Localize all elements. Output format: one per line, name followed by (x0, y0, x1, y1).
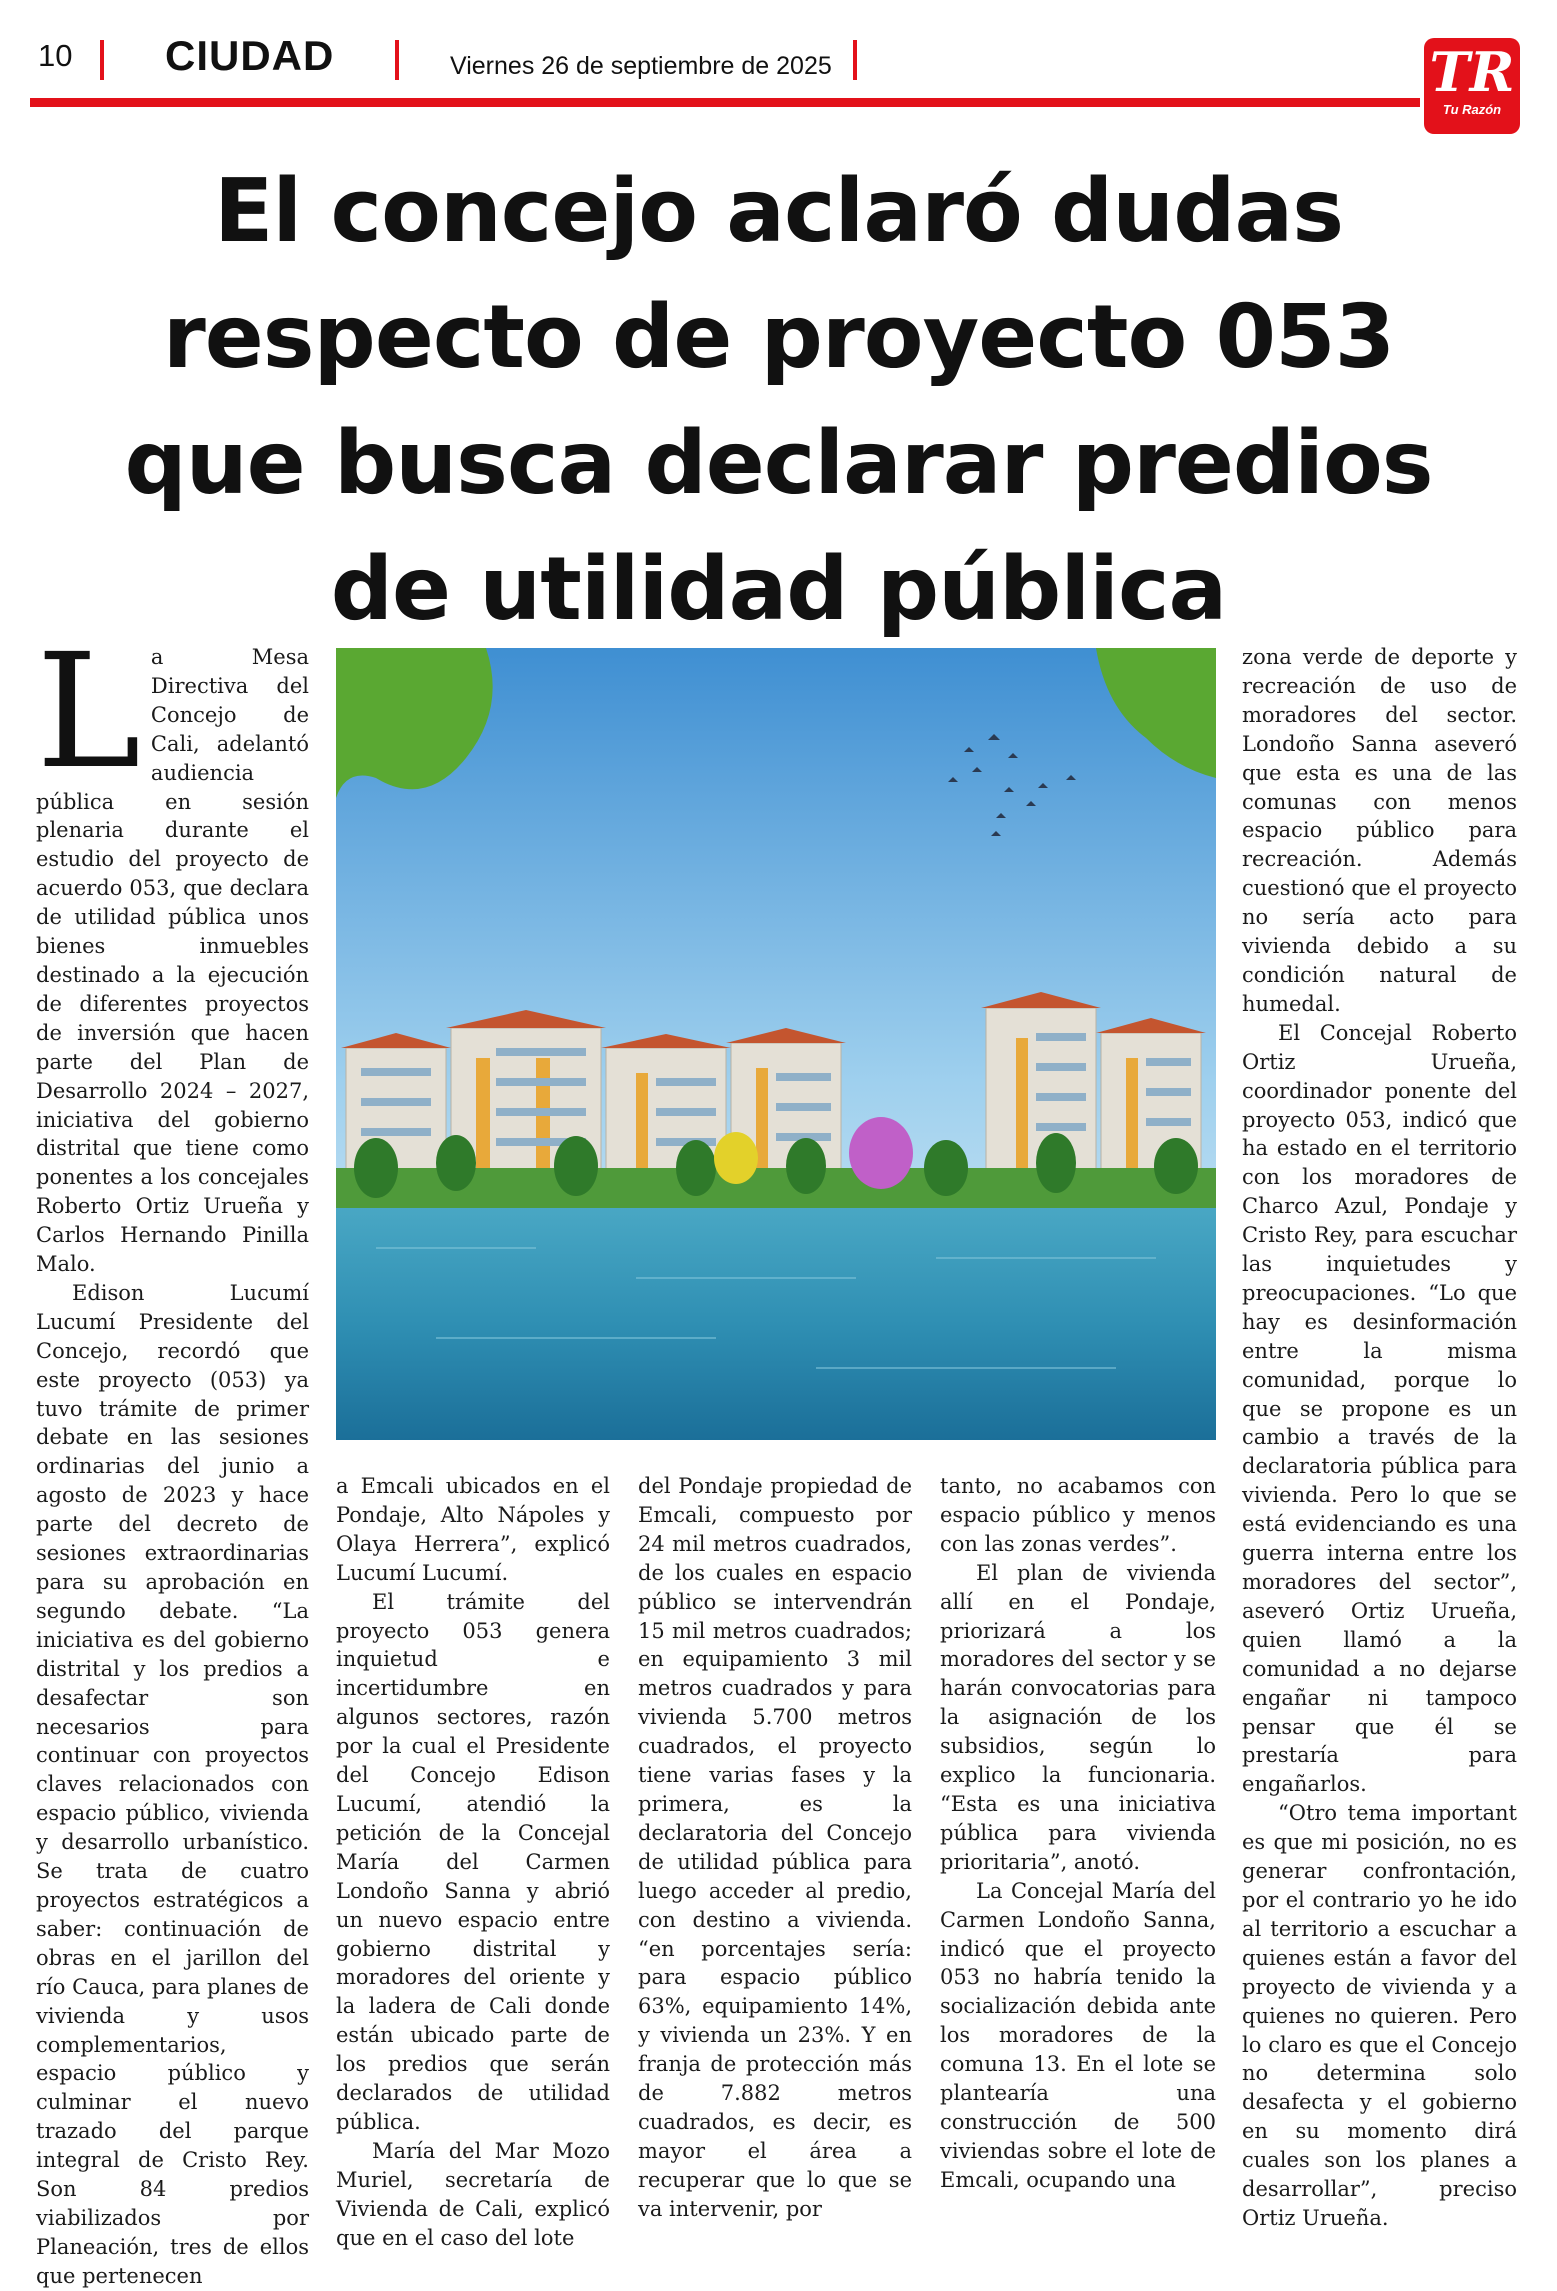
paragraph-text: a Mesa Directiva del Concejo de Cali, adelantó audiencia pública en sesión plenaria durante el estudio del proyecto de acuerdo 053, que declara de utilidad pública unos bienes inmuebles destinado a la ejecución de diferentes proyectos de inversión que hacen parte del Plan de Desarrollo 2024 – 2027, iniciativa del gobierno distrital que tiene como ponentes a los concejales Roberto Ortiz Urueña y Carlos Hernando Pinilla Malo. (36, 645, 309, 1277)
section-title: CIUDAD (165, 32, 335, 79)
article-column-1 (36, 620, 309, 2291)
article-paragraph: La Concejal María del Carmen Londoño Sanna, indicó que el proyecto 053 no habría tenido la socialización debida ante los moradores de la comuna 13. En el lote se plantearía una construcción de 500 viviendas sobre el lote de Emcali, ocupando una (940, 1878, 1216, 2192)
article-paragraph (36, 620, 309, 1279)
article-column-3 (638, 1472, 912, 2224)
drop-cap: L (36, 620, 141, 804)
page-header (0, 0, 1557, 135)
article-paragraph: zona verde de deporte y recreación de uso de moradores del sector. Londoño Sanna aseveró que esta es una de las comunas con menos espacio público para recreación. Además cuestionó que el proyecto no sería acto para vivienda debido a su condición natural de humedal. (1242, 645, 1517, 1016)
article-paragraph: El plan de vivienda allí en el Pondaje, priorizará a los moradores del sector y se harán convocatorias para la asignación de los subsidios, según lo explico la funcionaria. “Esta es una iniciativa pública para vivienda prioritaria”, anotó. (940, 1560, 1216, 1874)
article-paragraph: tanto, no acabamos con espacio público y menos con las zonas verdes”. (940, 1474, 1216, 1556)
article-paragraph: María del Mar Mozo Muriel, secretaría de Vivienda de Cali, explicó que en el caso del lote (336, 2138, 610, 2250)
logo-mark: TR (1429, 40, 1515, 104)
header-divider (100, 40, 104, 80)
header-divider (395, 40, 399, 80)
header-divider (853, 40, 857, 80)
article-column-4 (940, 1472, 1216, 2195)
article-paragraph: “Otro tema important es que mi posición, no es generar confrontación, por el contrario yo he ido al territorio a escuchar a quienes están a favor del proyecto de vivienda y a quienes no quieren. Pero lo claro es que el Concejo no determina solo desafecta y el gobierno en su momento dirá cuales son los planes a desarrollar”, preciso Ortiz Urueña. (1242, 1801, 1517, 2230)
logo-name: Tu Razón (1442, 102, 1502, 117)
article-paragraph: del Pondaje propiedad de Emcali, compuesto por 24 mil metros cuadrados, de los cuales en espacio público se intervendrán 15 mil metros cuadrados; en equipamiento 3 mil metros cuadrados y para vivienda 5.700 metros cuadrados, el proyecto tiene varias fases y la primera, es la declaratoria del Concejo de utilidad pública para luego acceder al predio, con destino a vivienda. “en porcentajes sería: para espacio público 63%, equipamiento 14%, y vivienda un 23%. Y en franja de protección más de 7.882 metros cuadrados, es decir, es mayor el área a recuperar que lo que se va intervenir, por (638, 1474, 912, 2221)
article-column-5 (1242, 643, 1517, 2233)
article-photo (336, 648, 1216, 1440)
article-paragraph: a Emcali ubicados en el Pondaje, Alto Nápoles y Olaya Herrera”, explicó Lucumí Lucumí. (336, 1474, 610, 1585)
header-rule (30, 98, 1420, 107)
article-column-2 (336, 1472, 610, 2252)
masthead-logo (1424, 38, 1520, 134)
article-headline: El concejo aclaró dudas respecto de proyecto 053 que busca declarar predios de utilidad pública (124, 160, 1433, 640)
issue-date: Viernes 26 de septiembre de 2025 (450, 52, 832, 80)
page-number: 10 (38, 38, 73, 73)
article-paragraph: Edison Lucumí Lucumí Presidente del Concejo, recordó que este proyecto (053) ya tuvo trámite de primer debate en las sesiones ordinarias del junio a agosto de 2023 y hace parte del decreto de sesiones extraordinarias para su aprobación en segundo debate. “La iniciativa es del gobierno distrital y los predios a desafectar son necesarios para continuar con proyectos claves relacionados con espacio público, vivienda y desarrollo urbanístico. Se trata de cuatro proyectos estratégicos a saber: continuación de obras en el jarillon del río Cauca, para planes de vivienda y usos complementarios, espacio público y culminar el nuevo trazado del parque integral de Cristo Rey. Son 84 predios viabilizados por Planeación, tres de ellos que pertenecen (36, 1280, 309, 2288)
housing-project-illustration (336, 648, 1216, 1440)
article-paragraph: El trámite del proyecto 053 genera inquietud e incertidumbre en algunos sectores, razón por la cual el Presidente del Concejo Edison Lucumí, atendió la petición de la Concejal María del Carmen Londoño Sanna y abrió un nuevo espacio entre gobierno distrital y moradores del oriente y la ladera de Cali donde están ubicado parte de los predios que serán declarados de utilidad pública. (336, 1589, 610, 2134)
article-paragraph: El Concejal Roberto Ortiz Urueña, coordinador ponente del proyecto 053, indicó que ha estado en el territorio con los moradores de Charco Azul, Pondaje y Cristo Rey, para escuchar las inquietudes y preocupaciones. “Lo que hay es desinformación entre la misma comunidad, porque lo que se propone es un cambio a través de la declaratoria pública para vivienda. Pero lo que se está evidenciando es una guerra interna entre los moradores del sector”, aseveró Ortiz Urueña, quien llamó a la comunidad a no dejarse engañar ni tampoco pensar que él se prestaría para engañarlos. (1242, 1020, 1517, 1797)
